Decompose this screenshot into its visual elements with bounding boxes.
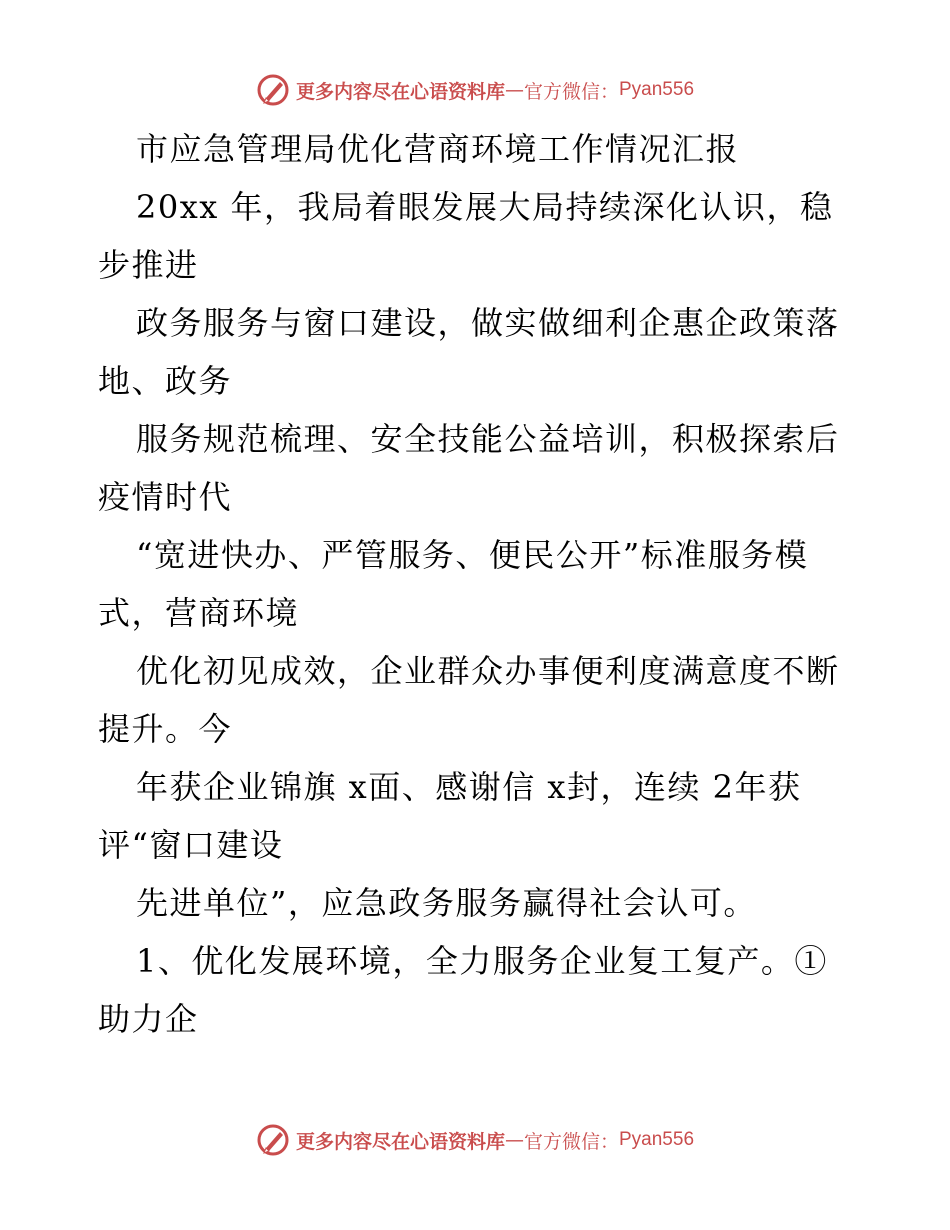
paragraph-line: 步推进: [98, 246, 199, 284]
header-watermark: [0, 70, 950, 110]
paragraph-line: 地、政务: [98, 362, 233, 400]
paragraph-line: 评“窗口建设: [98, 826, 284, 864]
document-title: 市应急管理局优化营商环境工作情况汇报: [136, 130, 740, 168]
paragraph-line: 助力企: [98, 1000, 199, 1038]
paragraph-line: 20xx 年，我局着眼发展大局持续深化认识，稳: [136, 188, 834, 226]
paragraph-line: 提升。今: [98, 710, 233, 748]
paragraph-line: 年获企业锦旗 x面、感谢信 x封，连续 2年获: [136, 768, 802, 806]
paragraph-line: “宽进快办、严管服务、便民公开”标准服务模: [136, 536, 809, 574]
watermark-sub-text: 官方微信：: [523, 1130, 619, 1153]
watermark-sub-text: 官方微信：: [523, 80, 619, 103]
watermark-main-text: 更多内容尽在心语资料库: [295, 80, 505, 103]
paragraph-line: 服务规范梳理、安全技能公益培训，积极探索后: [136, 420, 840, 458]
footer-watermark: [0, 1120, 950, 1160]
paragraph-line: 疫情时代: [98, 478, 233, 516]
pen-logo-icon: [256, 1123, 290, 1157]
paragraph-line: 优化初见成效，企业群众办事便利度满意度不断: [136, 652, 840, 690]
watermark-main-text: 更多内容尽在心语资料库: [295, 1130, 505, 1153]
watermark-wechat-id: Pyan556: [619, 1129, 695, 1150]
paragraph-line: 先进单位”，应急政务服务赢得社会认可。: [136, 884, 757, 922]
watermark-dash: —: [504, 79, 524, 101]
pen-logo-icon: [256, 73, 290, 107]
paragraph-line: 式，营商环境: [98, 594, 300, 632]
document-body: [98, 120, 858, 1048]
watermark-dash: —: [504, 1129, 524, 1151]
watermark-wechat-id: Pyan556: [619, 79, 695, 100]
paragraph-line: 政务服务与窗口建设，做实做细利企惠企政策落: [136, 304, 840, 342]
paragraph-line: 1、优化发展环境，全力服务企业复工复产。①: [136, 942, 828, 980]
